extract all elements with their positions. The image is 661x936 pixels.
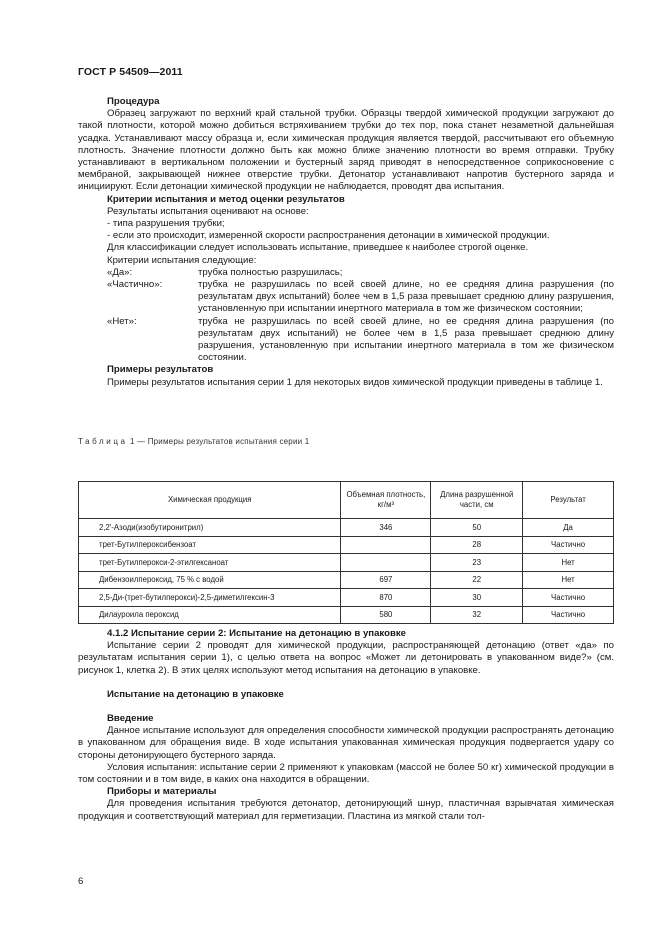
- table-row: [79, 536, 614, 554]
- table-cell: Дибензоилпероксид, 75 % с водой: [79, 571, 341, 589]
- criteria-line-4: Для классификации следует использовать испытание, приведшее к наиболее строгой оценке.: [107, 242, 529, 254]
- results-table: [78, 481, 614, 624]
- table-header-cell: Химическая продукция: [79, 482, 341, 519]
- table-row: [79, 519, 614, 537]
- table-cell: 2,2′-Азоди(изобутиронитрил): [79, 519, 341, 537]
- table-cell: 697: [341, 571, 431, 589]
- intro-text-2: Условия испытания: испытание серии 2 применяют к упаковкам (массой не более 50 кг) химической продукции в том состоянии и в том виде, в каких она находится в обращении.: [78, 761, 614, 786]
- spacer: [78, 677, 614, 689]
- table-cell: [341, 536, 431, 554]
- criterion-value: трубка не разрушилась по всей своей длине, но ее средняя длина разрушения (по результатам двух испытаний) более чем в 1,5 раза превышает среднюю длину разрушения, установленную при испытании инертного материала в том же физическом состоянии;: [198, 279, 614, 315]
- table-cell: 2,5-Ди-(трет-бутилперокси)-2,5-диметилгексин-3: [79, 589, 341, 607]
- table-cell: Частично: [523, 606, 614, 624]
- table-cell: 30: [431, 589, 523, 607]
- criteria-line-5: Критерии испытания следующие:: [107, 254, 257, 266]
- table-cell: 870: [341, 589, 431, 607]
- table-header-cell: Объемная плотность, кг/м³: [341, 482, 431, 519]
- examples-heading: Примеры результатов: [107, 364, 214, 376]
- procedure-text: Образец загружают по верхний край стальной трубки. Образцы твердой химической продукции загружают до такой плотности, которой можно добиться встряхиванием трубки до тех пор, пока станет незаметной дальнейшая усадка. Устанавливают массу образца и, если химическая продукция является твердой, рассчитывают его объемную плотность. Значение плотности должно быть как можно ближе значению плотности во время отправки. Трубку устанавливают в вертикальном положении и бустерный заряд приводят в непосредственное соприкосновение с мембраной, закрывающей нижнее отверстие трубки. Детонатор устанавливают напротив бустерного заряда и инициируют. Если детонации химической продукции не наблюдается, проводят два испытания.: [78, 108, 614, 193]
- table-cell: 346: [341, 519, 431, 537]
- criterion-no: [78, 316, 614, 365]
- examples-text: Примеры результатов испытания серии 1 для некоторых видов химической продукции приведены в таблице 1.: [107, 376, 603, 388]
- table-caption-prefix: Таблица: [78, 437, 128, 446]
- criterion-key: «Да»:: [107, 266, 133, 278]
- equipment-heading: Приборы и материалы: [107, 786, 217, 798]
- page-number: 6: [78, 876, 84, 887]
- criterion-value: трубка полностью разрушилась;: [198, 266, 343, 278]
- table-cell: Нет: [523, 554, 614, 572]
- section-4-1-2-heading: 4.1.2 Испытание серии 2: Испытание на детонацию в упаковке: [107, 628, 406, 639]
- criterion-value: трубка не разрушилась по всей своей длине, но ее средняя длина разрушения (по результатам двух испытаний) не более чем в 1,5 раза превышает среднюю длину разрушения, установленную при испытании инертного материала в том же физическом состоянии.: [198, 315, 614, 364]
- table-cell: трет-Бутилперокси-2-этилгексаноат: [79, 554, 341, 572]
- table-cell: 23: [431, 554, 523, 572]
- table-cell: Дилауроила пероксид: [79, 606, 341, 624]
- criteria-line-3: - если это происходит, измеренной скорости распространения детонации в химической продукции.: [107, 230, 550, 242]
- procedure-heading: Процедура: [107, 96, 160, 107]
- table-caption-text: 1 — Примеры результатов испытания серии 1: [130, 437, 310, 446]
- criterion-key: «Частично»:: [107, 279, 163, 291]
- document-header: ГОСТ Р 54509—2011: [78, 66, 183, 78]
- detonation-heading: Испытание на детонацию в упаковке: [107, 688, 284, 700]
- table-cell: трет-Бутилпероксибензоат: [79, 536, 341, 554]
- intro-heading: Введение: [107, 713, 154, 725]
- upper-text-block: [78, 96, 614, 389]
- table-cell: [341, 554, 431, 572]
- criterion-yes: [78, 267, 614, 279]
- table-row: [79, 589, 614, 607]
- lower-text-block: [78, 628, 614, 823]
- criteria-heading: Критерии испытания и метод оценки результатов: [107, 193, 345, 205]
- table-cell: 22: [431, 571, 523, 589]
- section-4-1-2-text: Испытание серии 2 проводят для химической продукции, распространяющей детонацию (ответ «да» по результатам испытания серии 1), с целью ответа на вопрос «Может ли детонировать в упакованном виде?» (см. рисунок 1, клетка 2). В этих целях используют метод испытания на детонацию в упаковке.: [78, 640, 614, 676]
- equipment-text: Для проведения испытания требуются детонатор, детонирующий шнур, пластичная взрывчатая химическая продукция и соответствующий материал для герметизации. Пластина из мягкой стали тол-: [78, 798, 614, 822]
- spacer: [78, 701, 614, 713]
- table-cell: Частично: [523, 589, 614, 607]
- table-caption: [78, 437, 309, 446]
- table-cell: 32: [431, 606, 523, 624]
- intro-text-1: Данное испытание используют для определения способности химической продукции распространять детонацию в упакованном для обращения виде. В ходе испытания упакованная химическая продукция подвергается удару со стороны детонирующего бустерного заряда.: [78, 725, 614, 761]
- table-cell: 50: [431, 519, 523, 537]
- criterion-partial: [78, 279, 614, 316]
- table-cell: Частично: [523, 536, 614, 554]
- table-header-cell: Результат: [523, 482, 614, 519]
- criteria-line-1: Результаты испытания оценивают на основе:: [107, 205, 309, 217]
- table-header-row: [79, 482, 614, 519]
- criterion-key: «Нет»:: [107, 315, 137, 327]
- table-cell: Да: [523, 519, 614, 537]
- table-row: [79, 554, 614, 572]
- table-row: [79, 571, 614, 589]
- table-cell: 580: [341, 606, 431, 624]
- table-cell: Нет: [523, 571, 614, 589]
- table-row: [79, 606, 614, 624]
- table-header-cell: Длина разрушенной части, см: [431, 482, 523, 519]
- table-cell: 28: [431, 536, 523, 554]
- criteria-line-2: - типа разрушения трубки;: [107, 218, 225, 230]
